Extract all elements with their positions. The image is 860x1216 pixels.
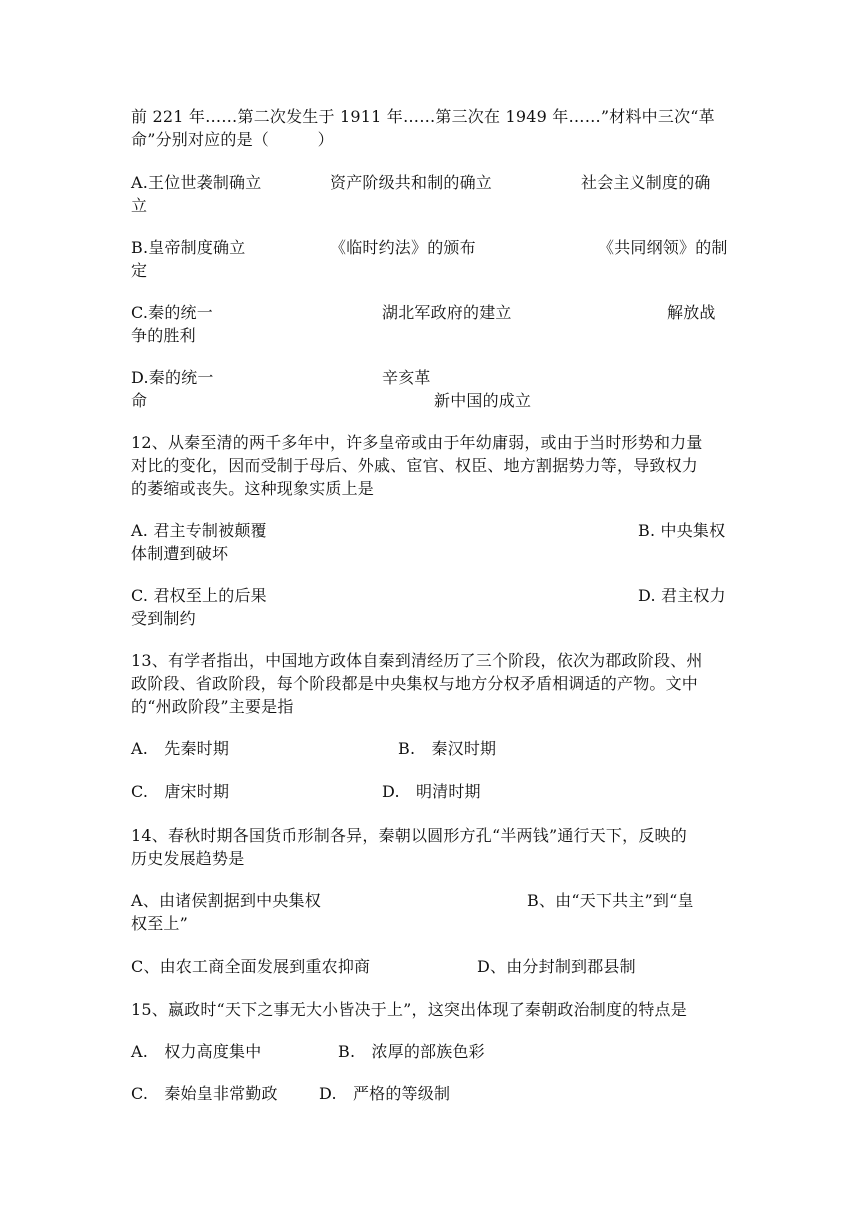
question-12-option-c: C. 君权至上的后果: [131, 586, 267, 605]
question-11-option-b-wrap: 定: [131, 261, 148, 280]
question-13-option-b: B. 秦汉时期: [398, 739, 497, 758]
question-11-option-c-wrap: 争的胜利: [131, 326, 196, 345]
question-11-option-a-wrap: 立: [131, 196, 148, 215]
question-14-option-b-wrap: 权至上”: [131, 914, 188, 933]
question-11-option-d-wrap: 命: [131, 391, 148, 410]
question-12-stem-line-2: 对比的变化，因而受制于母后、外戚、宦官、权臣、地方割据势力等，导致权力: [131, 456, 699, 475]
question-11-stem-line-2: 命”分别对应的是（ ）: [131, 130, 334, 149]
question-13-option-d: D. 明清时期: [382, 782, 481, 801]
question-11-option-c: C.秦的统一: [131, 303, 213, 322]
question-11-option-b: B.皇帝制度确立: [131, 238, 246, 257]
question-15-stem: 15、嬴政时“天下之事无大小皆决于上”，这突出体现了秦朝政治制度的特点是: [131, 1000, 687, 1019]
question-12-option-d-wrap: 受到制约: [131, 609, 196, 628]
question-14-option-b: B、由“天下共主”到“皇: [527, 891, 694, 910]
question-15-option-a: A. 权力高度集中: [131, 1042, 262, 1061]
question-11-stem-line-1: 前 221 年……第二次发生于 1911 年……第三次在 1949 年……”材料中三次“革: [131, 107, 715, 126]
question-15-option-d: D. 严格的等级制: [319, 1084, 451, 1103]
question-12-option-b-wrap: 体制遭到破坏: [131, 544, 229, 563]
question-12-stem-line-1: 12、从秦至清的两千多年中，许多皇帝或由于年幼庸弱，或由于当时形势和力量: [131, 433, 703, 452]
question-11-option-d: D.秦的统一: [131, 368, 214, 387]
question-11-option-b-col2: 《临时约法》的颁布: [330, 238, 476, 257]
question-13-stem-line-3: 的“州政阶段”主要是指: [131, 697, 294, 716]
question-11-option-c-col2: 湖北军政府的建立: [382, 303, 512, 322]
question-11-option-b-col3: 《共同纲领》的制: [598, 238, 728, 257]
question-13-option-a: A. 先秦时期: [131, 739, 230, 758]
question-14-stem-line-2: 历史发展趋势是: [131, 849, 245, 868]
question-11-option-a: A.王位世袭制确立: [131, 173, 262, 192]
question-11-option-d-col2: 辛亥革: [382, 368, 431, 387]
question-14-option-d: D、由分封制到郡县制: [477, 957, 636, 976]
question-12-option-d: D. 君主权力: [638, 586, 726, 605]
question-12-option-b: B. 中央集权: [638, 521, 726, 540]
question-13-stem-line-1: 13、有学者指出，中国地方政体自秦到清经历了三个阶段，依次为郡政阶段、州: [131, 651, 703, 670]
question-11-option-a-col2: 资产阶级共和制的确立: [330, 173, 493, 192]
question-12-option-a: A. 君主专制被颠覆: [131, 521, 267, 540]
question-14-option-c: C、由农工商全面发展到重农抑商: [131, 957, 371, 976]
question-15-option-b: B. 浓厚的部族色彩: [338, 1042, 485, 1061]
question-13-stem-line-2: 政阶段、省政阶段，每个阶段都是中央集权与地方分权矛盾相调适的产物。文中: [131, 674, 699, 693]
question-11-option-c-col3: 解放战: [667, 303, 716, 322]
question-14-option-a: A、由诸侯割据到中央集权: [131, 891, 321, 910]
question-15-option-c: C. 秦始皇非常勤政: [131, 1084, 278, 1103]
question-12-stem-line-3: 的萎缩或丧失。这种现象实质上是: [131, 479, 375, 498]
question-13-option-c: C. 唐宋时期: [131, 782, 230, 801]
question-11-option-a-col3: 社会主义制度的确: [581, 173, 711, 192]
question-11-option-d-col3: 新中国的成立: [434, 391, 532, 410]
question-14-stem-line-1: 14、春秋时期各国货币形制各异，秦朝以圆形方孔“半两钱”通行天下，反映的: [131, 826, 687, 845]
